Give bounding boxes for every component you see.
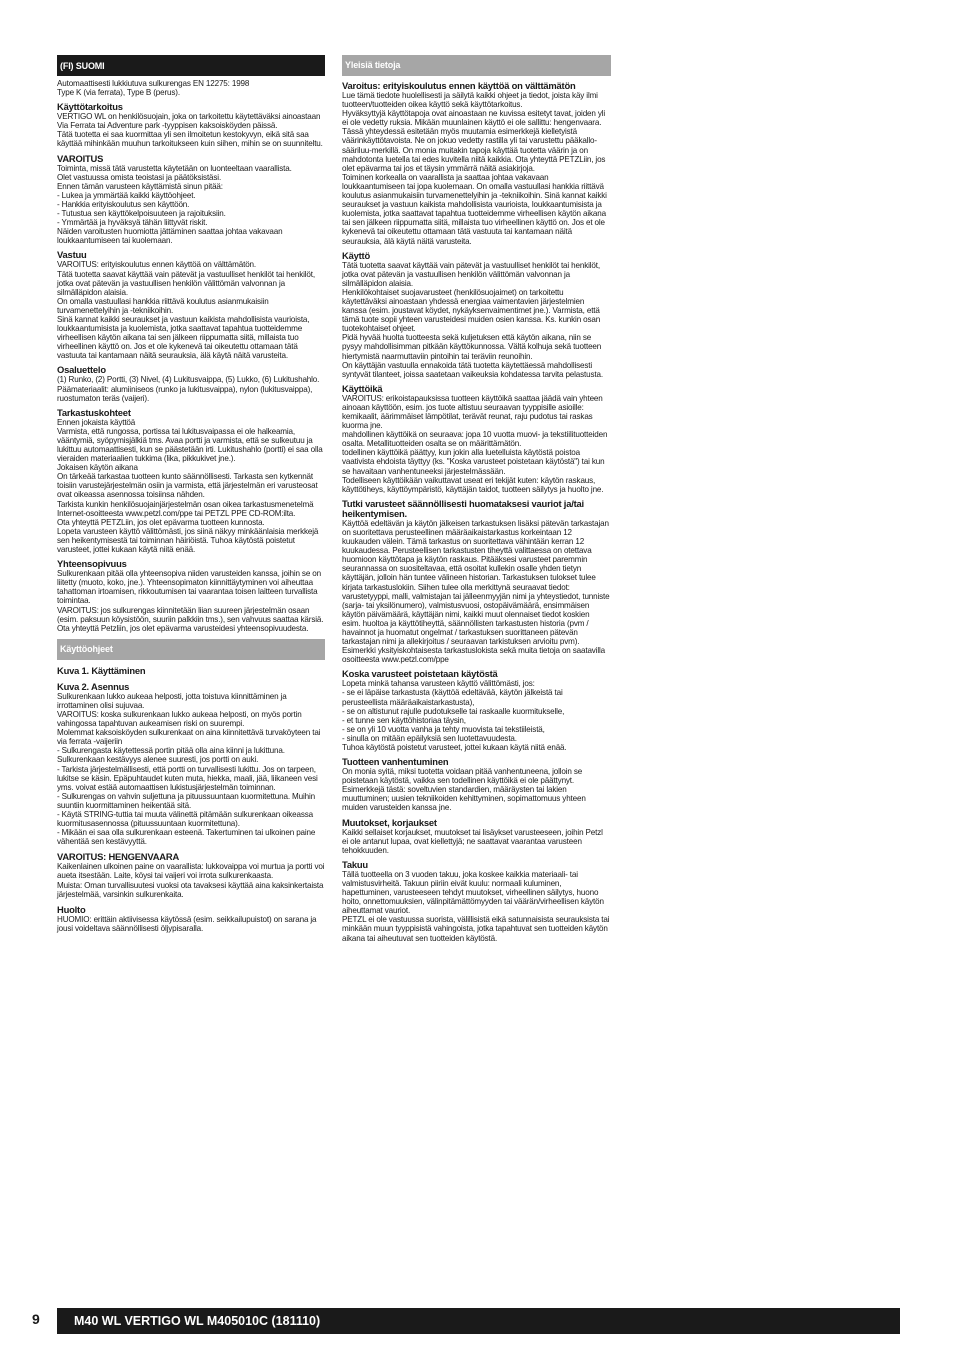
section-body: VAROITUS: erikoistapauksissa tuotteen käyttöikä saattaa jäädä vain yhteen ainoaan käyttöön, esim. jos tuote altistuu seuraavan tyyppisille asioille: kemikaalit, äärimmäiset lämpötilat, terävät reunat, raju pudotus tai raskas kuorma jne. mahdollinen käyttöikä on seuraava: jopa 10 vuotta muovi- ja tekstiilituotteiden osalta. Metallituotteiden osalta se on määrittämätön. todellinen käyttöikä päättyy, kun jokin alla luetelluista käytöstä poistoa vaativista ehdoista täyttyy (ks. "Koska varusteet poistetaan käytöstä") tai kun se havaitaan vanhentuneeksi järjestelmässään. Todelliseen käyttöikään vaikuttavat useat eri tekijät kuten: käytön raskaus, käyttötiheys, käyttöympäristö, käyttäjän taidot, tuotteen säilytys ja huolto jne. <box>342 393 608 494</box>
section-body: VAROITUS: erityiskoulutus ennen käyttöä on välttämätön. Tätä tuotetta saavat käyttää vain pätevät ja vastuulliset henkilöt tai henkilöt, jotka ovat pätevän ja vastuullisen henkilön välittömän valvonnan ja silmälläpidon alaisia. On omalla vastuullasi hankkia riittävä koulutus asianmukaisiin turvamenettelyihin ja -tekniikoihin. Sinä kannat kaikki seuraukset ja vastuun kaikista mahdollisista vaurioista, loukkaantumisista ja kuolemista, jotka saattavat tapahtua tuotteidemme virheellisen käytön aikana tai sen jälkeen riippumatta siitä, millaista tuo virheellinen käyttö on. Jos et ole kykenevä tai oikeutettu ottamaan tätä vastuuta tai kantamaan näitä seurauksia, älä käytä näitä varusteita. <box>57 260 315 361</box>
right-column <box>342 55 610 943</box>
usage-sections <box>57 666 325 933</box>
section <box>57 365 325 402</box>
section <box>57 905 325 933</box>
section-body: Sulkurenkaan pitää olla yhteensopiva niiden varusteiden kanssa, joihin se on liitetty (muoto, koko, jne.). Yhteensopimaton kiinnittäytyminen voi aiheuttaa tahattoman irtoamisen, rikkoutumisen tai vaarantaa toisen laitteen turvallista toimintaa. VAROITUS: jos sulkurengas kiinnitetään liian suureen järjestelmän osaan (esim. paksuun köysistöön, suuriin palkkiin tms.), sen vahvuus saattaa kärsiä. Ota yhteyttä Petzliin, jos olet epävarma varusteidesi yhteensopivuudesta. <box>57 569 324 633</box>
language-header: (FI) SUOMI <box>57 55 325 76</box>
general-info-header: Yleisiä tietoja <box>342 55 611 76</box>
section-body: Kaikki sellaiset korjaukset, muutokset tai lisäykset varusteeseen, joihin Petzl ei ole antanut lupaa, ovat kiellettyjä; ne saattavat vaarantaa varusteen tehokkuuden. <box>342 827 603 855</box>
section <box>342 81 610 246</box>
section-title: Osaluettelo <box>57 364 106 376</box>
section-title: Kuva 2. Asennus <box>57 680 130 692</box>
section <box>342 860 610 943</box>
section <box>342 251 610 379</box>
section-title: Käyttöikä <box>342 382 383 394</box>
left-sections <box>57 102 325 633</box>
section-title: Takuu <box>342 858 368 870</box>
standard-intro: Automaattisesti lukkiutuva sulkurengas EN 12275: 1998 Type K (via ferrata), Type B (perus). <box>57 79 250 98</box>
section-body: Tällä tuotteella on 3 vuoden takuu, joka koskee kaikkia materiaali- tai valmistusvirheitä. Takuun piiriin eivät kuulu: normaali kuluminen, hapettuminen, varusteeseen tehdyt muutokset, virheellinen säilytys, huono hoito, onnettomuuksien, välinpitämättömyyden tai väärän/virheellisen käytön aiheuttamat vauriot. PETZL ei ole vastuussa suorista, välillisistä eikä satunnaisista seurauksista tai minkään muun tyyppisistä vahingoista, jotka tapahtuvat sen tuotteiden käytön aikana tai aiheutuvat sen tuotteiden käytöstä. <box>342 869 610 943</box>
section <box>342 818 610 855</box>
right-sections <box>342 81 610 943</box>
section <box>57 666 325 676</box>
section-title: Käyttö <box>342 249 370 261</box>
section <box>342 499 610 665</box>
section <box>57 852 325 898</box>
section <box>57 408 325 554</box>
section-body: VERTIGO WL on henkilösuojain, joka on tarkoitettu käytettäväksi ainoastaan Via Ferrata tai Adventure park -tyyppisen kaksoisköyden päissä. Tätä tuotetta ei saa kuormittaa yli sen ilmoitetun kestokyvyn, eikä sitä saa käyttää mihinkään muuhun tarkoitukseen kuin siihen, mihin se on suunniteltu. <box>57 112 323 149</box>
section-title: Muutokset, korjaukset <box>342 816 437 828</box>
section-title: Käyttötarkoitus <box>57 101 123 113</box>
section <box>57 559 325 633</box>
section-body: Käyttöä edeltävän ja käytön jälkeisen tarkastuksen lisäksi pätevän tarkastajan on suoritettava perusteellinen määräaikaistarkastus korkeintaan 12 kuukauden välein. Tämä tarkastus on suoritettava vähintään kerran 12 kuukaudessa. Perusteellisen tarkastusten tiheyttä valittaessa on otettava huomioon käyttötapa ja käytön raskaus. Pitääksesi varusteet paremmin seurannassa on suositeltavaa, että osoitat kullekin osalle yhden tietyn käyttäjän, jolloin hän tuntee välineen historian. Tarkastuksen tulokset tulee kirjata tarkastuslokiin. Siihen tulee olla merkittynä seuraavat tiedot: varustetyyppi, malli, valmistajan tai jälleenmyyjän nimi ja yhteystiedot, tunniste (sarja- tai yksilönumero), valmistusvuosi, ostopäivämäärä, ensimmäisen käytön päivämäärä, käyttäjän nimi, kaikki muut olennaiset tiedot koskien esim. huoltoa ja käyttötiheyttä, säännöllisten tarkastusten historia (pvm / havainnot ja huomatut ongelmat / tarkastuksen suorittaneen pätevän tarkastajan nimi ja allekirjoitus / seuraavan tarkistuksen arvioitu pvm). Esimerkki yksityiskohtaisesta tarkastuslokista sekä muita tietoja on saatavilla osoitteesta www.petzl.com/ppe <box>342 518 610 665</box>
page-number: 9 <box>32 1311 40 1327</box>
section-body: Ennen jokaista käyttöä Varmista, että rungossa, portissa tai lukitusvaipassa ei ole halkeamia, vääntymiä, syöpymisjälkiä tms. Avaa portti ja varmista, että se sulkeutuu ja lukittuu automaattisesti, kun se päästetään irti. Lukitushahlo (portti) ei saa olla vieraiden materiaalien tukkima (lika, pikkukivet jne.). Jokaisen käytön aikana On tärkeää tarkastaa tuotteen kunto säännöllisesti. Tarkasta sen kytkennät toisiin varustejärjestelmän osiin ja varmista, että järjestelmän eri varusteosat ovat oikeassa asennossa toisiinsa nähden. Tarkista kunkin henkilösuojainjärjestelmän osan oikea tarkastusmenetelmä Internet-osoitteesta www.petzl.com/ppe tai PETZL PPE CD-ROM:ilta. Ota yhteyttä PETZLiin, jos olet epävarma tuotteen kunnosta. Lopeta varusteen käyttö välittömästi, jos siinä näkyy minkäänlaisia merkkejä sen heikentymisestä tai toiminnan häiriöistä. Tuhoa käytöstä poistetut varusteet, jottei kukaan käytä niitä enää. <box>57 417 323 555</box>
section <box>57 102 325 148</box>
section-title: Koska varusteet poistetaan käytöstä <box>342 668 498 680</box>
section-title: VAROITUS <box>57 152 104 164</box>
section-title: Tutki varusteet säännöllisesti huomataksesi vauriot ja/tai heikentymisen. <box>342 497 584 519</box>
section-body: Toiminta, missä tätä varustetta käytetään on luonteeltaan vaarallista. Olet vastuussa omista teoistasi ja päätöksistäsi. Ennen tämän varusteen käyttämistä sinun pitää: - Lukea ja ymmärtää kaikki käyttöohjeet. - Hankkia erityiskoulutus sen käyttöön. - Tutustua sen käyttökelpoisuuteen ja rajoituksiin. - Ymmärtää ja hyväksyä tähän liittyvät riskit. Näiden varoitusten huomiotta jättäminen saattaa johtaa vakavaan loukkaantumiseen tai kuolemaan. <box>57 163 292 246</box>
section-title: Huolto <box>57 903 86 915</box>
section <box>57 154 325 246</box>
section <box>57 682 325 847</box>
section-body: Lue tämä tiedote huolellisesti ja säilytä kaikki ohjeet ja tiedot, joista käy ilmi tuotteen/tuotteiden oikea käyttö sekä käyttötarkoitus. Hyväksyttyjä käyttötapoja ovat ainoastaan ne kuvissa esitetyt tavat, joiden yli ei ole vedetty ruksia. Mikään muunlainen käyttö ei ole sallittu: hengenvaara. Tässä yhteydessä esitetään myös muutamia esimerkkejä kielletyistä väärinkäyttötavoista. Ne on jokuo vedetty rastilla yli tai varustettu pääkallo-sääriluu-merkillä. On monia muitakin tapoja käyttää tuotetta väärin ja on mahdotonta luetella tai edes kuvitella niitä kaikkia. Ota yhteyttä PETZLiin, jos olet epävarma tai jos et täysin ymmärrä näitä asiakirjoja. Toiminen korkealla on vaarallista ja saattaa johtaa vakavaan loukkaantumiseen tai jopa kuolemaan. On omalla vastuullasi hankkia riittävä koulutus asianmukaisiin turvamenettelyihin ja -tekniikoihin. Sinä kannat kaikki seuraukset ja vastuun kaikista mahdollisista vaurioista, loukkaantumisista ja kuolemista, jotka saattavat tapahtua tuotteidemme virheellisen käytön aikana tai sen jälkeen riippumatta siitä, millaista tuo virheellinen käyttö on. Jos et ole kykenevä tai oikeutettu ottamaan tätä vastuuta tai kantamaan näitä seurauksia, älä käytä näitä varusteita. <box>342 91 607 246</box>
section-body: HUOMIO: erittäin aktiivisessa käytössä (esim. seikkailupuistot) on sarana ja jousi voideltava säännöllisesti öljypisaralla. <box>57 914 317 933</box>
footer-bar <box>57 1308 900 1334</box>
section <box>57 250 325 360</box>
usage-header: Käyttöohjeet <box>57 639 325 660</box>
section-title: VAROITUS: HENGENVAARA <box>57 851 180 863</box>
footer-title: M40 WL VERTIGO WL M405010C (181110) <box>74 1314 321 1328</box>
section-title: Tuotteen vanhentuminen <box>342 756 449 768</box>
section-title: Kuva 1. Käyttäminen <box>57 664 146 676</box>
section-title: Vastuu <box>57 249 87 261</box>
section-body: Tätä tuotetta saavat käyttää vain pätevät ja vastuulliset henkilöt tai henkilöt, jotka ovat pätevän ja vastuullisen henkilön välittömän valvonnan ja silmälläpidon alaisia. Henkilökohtaiset suojavarusteet (henkilösuojaimet) on tarkoitettu käytettäväksi ainoastaan yhdessä energiaa vaimentavien järjestelmien kanssa (esim. joustavat köydet, nykäyksenvaimentimet jne.). Varmista, että tämä tuote sopii yhteen varusteidesi muiden osien kanssa. Ks. kunkin osan tuotekohtaiset ohjeet. Pidä hyvää huolta tuotteesta sekä kuljetuksen että käytön aikana, niin se pysyy mahdollisimman pitkään käyttökunnossa. Vältä kolhuja sekä tuotteen hiertymistä naarmuttaviin pintoihin tai teräviin reunoihin. On käyttäjän vastuulla ennakoida tätä tuotetta käytettäessä mahdollisesti syntyvät tilanteet, joissa saatetaan vaikeuksia kohdatessa tarvita pelastusta. <box>342 260 603 379</box>
section-title: Varoitus: erityiskoulutus ennen käyttöä on välttämätön <box>342 80 576 91</box>
section <box>342 757 610 812</box>
section <box>342 384 610 494</box>
section-body: Sulkurenkaan lukko aukeaa helposti, jotta toistuva kiinnittäminen ja irrottaminen olisi sujuvaa. VAROITUS: koska sulkurenkaan lukko aukeaa helposti, on myös portin vahingossa tapahtuvan aukeamisen riski on suurempi. Molemmat kaksoisköyden sulkurenkaat on aina kiinnitettävä turvaköyteen tai via ferrata -vaijeriin - Sulkurengasta käytettessä portin pitää olla aina kiinni ja lukittuna. Sulkurenkaan kestävyys alenee suuresti, jos portti on auki. - Tarkista järjestelmällisesti, että portti on turvallisesti lukittu. Jos on tarpeen, lukitse se käsin. Epäpuhtaudet kuten muta, hiekka, maali, jää, liikaneen vesi yms. voivat estää automaattisen lukistusjärjestelmän toiminnan. - Sulkurengas on vahvin suljettuna ja pituussuuntaan kuormitettuna. Muihin suuntiin kuormittaminen heikentää sitä. - Käytä STRING-tuttia tai muuta välinettä pitämään sulkurenkaan oikeassa kuormitusasennossa (pituussuuntaan kuormitettuna). - Mikään ei saa olla sulkurenkaan esteenä. Takertuminen tai ulkoinen paine vähentää sen kestävyyttä. <box>57 691 321 847</box>
section-body: Lopeta minkä tahansa varusteen käyttö välittömästi, jos: - se ei läpäise tarkastusta (käyttöä edeltävää, käytön jälkeistä tai perusteellista määräaikaistarkastusta), - se on altistunut rajulle pudotukselle tai raskaalle kuormitukselle, - et tunne sen käyttöhistoriaa täysin, - se on yli 10 vuotta vanha ja tehty muovista tai tekstiileistä, - sinulla on mitään epäilyksiä sen luotettavuudesta. Tuhoa käytöstä poistetut varusteet, jottei kukaan käytä niitä enää. <box>342 679 567 752</box>
left-column <box>57 55 325 933</box>
section-body: On monia syitä, miksi tuotetta voidaan pitää vanhentuneena, jolloin se poistetaan käytöstä, vaikka sen todellinen käyttöikä ei ole päättynyt. Esimerkkejä tästä: soveltuvien standardien, määräysten tai lakien muuttuminen; uusien tekniikoiden kehittyminen, sopimattomuus yhteen muiden varusteiden kanssa jne. <box>342 767 586 813</box>
section-body: (1) Runko, (2) Portti, (3) Nivel, (4) Lukitusvaippa, (5) Lukko, (6) Lukitushahlo. Päämateriaalit: alumiiniseos (runko ja lukitusvaippa), nylon (lukitusvaippa), ruostumaton teräs (vaijeri). <box>57 375 320 403</box>
section <box>342 669 610 752</box>
section-title: Yhteensopivuus <box>57 558 127 570</box>
section-body: Kaikenlainen ulkoinen paine on vaarallista: lukkovaippa voi murtua ja portti voi aueta itsestään. Laite, köysi tai vaijeri voi irrota sulkurenkaasta. Muista: Oman turvallisuutesi vuoksi ota tavaksesi käyttää aina kaksinkertaista järjestelmää, varsinkin sulkurenkaita. <box>57 862 325 899</box>
section-title: Tarkastuskohteet <box>57 406 131 418</box>
